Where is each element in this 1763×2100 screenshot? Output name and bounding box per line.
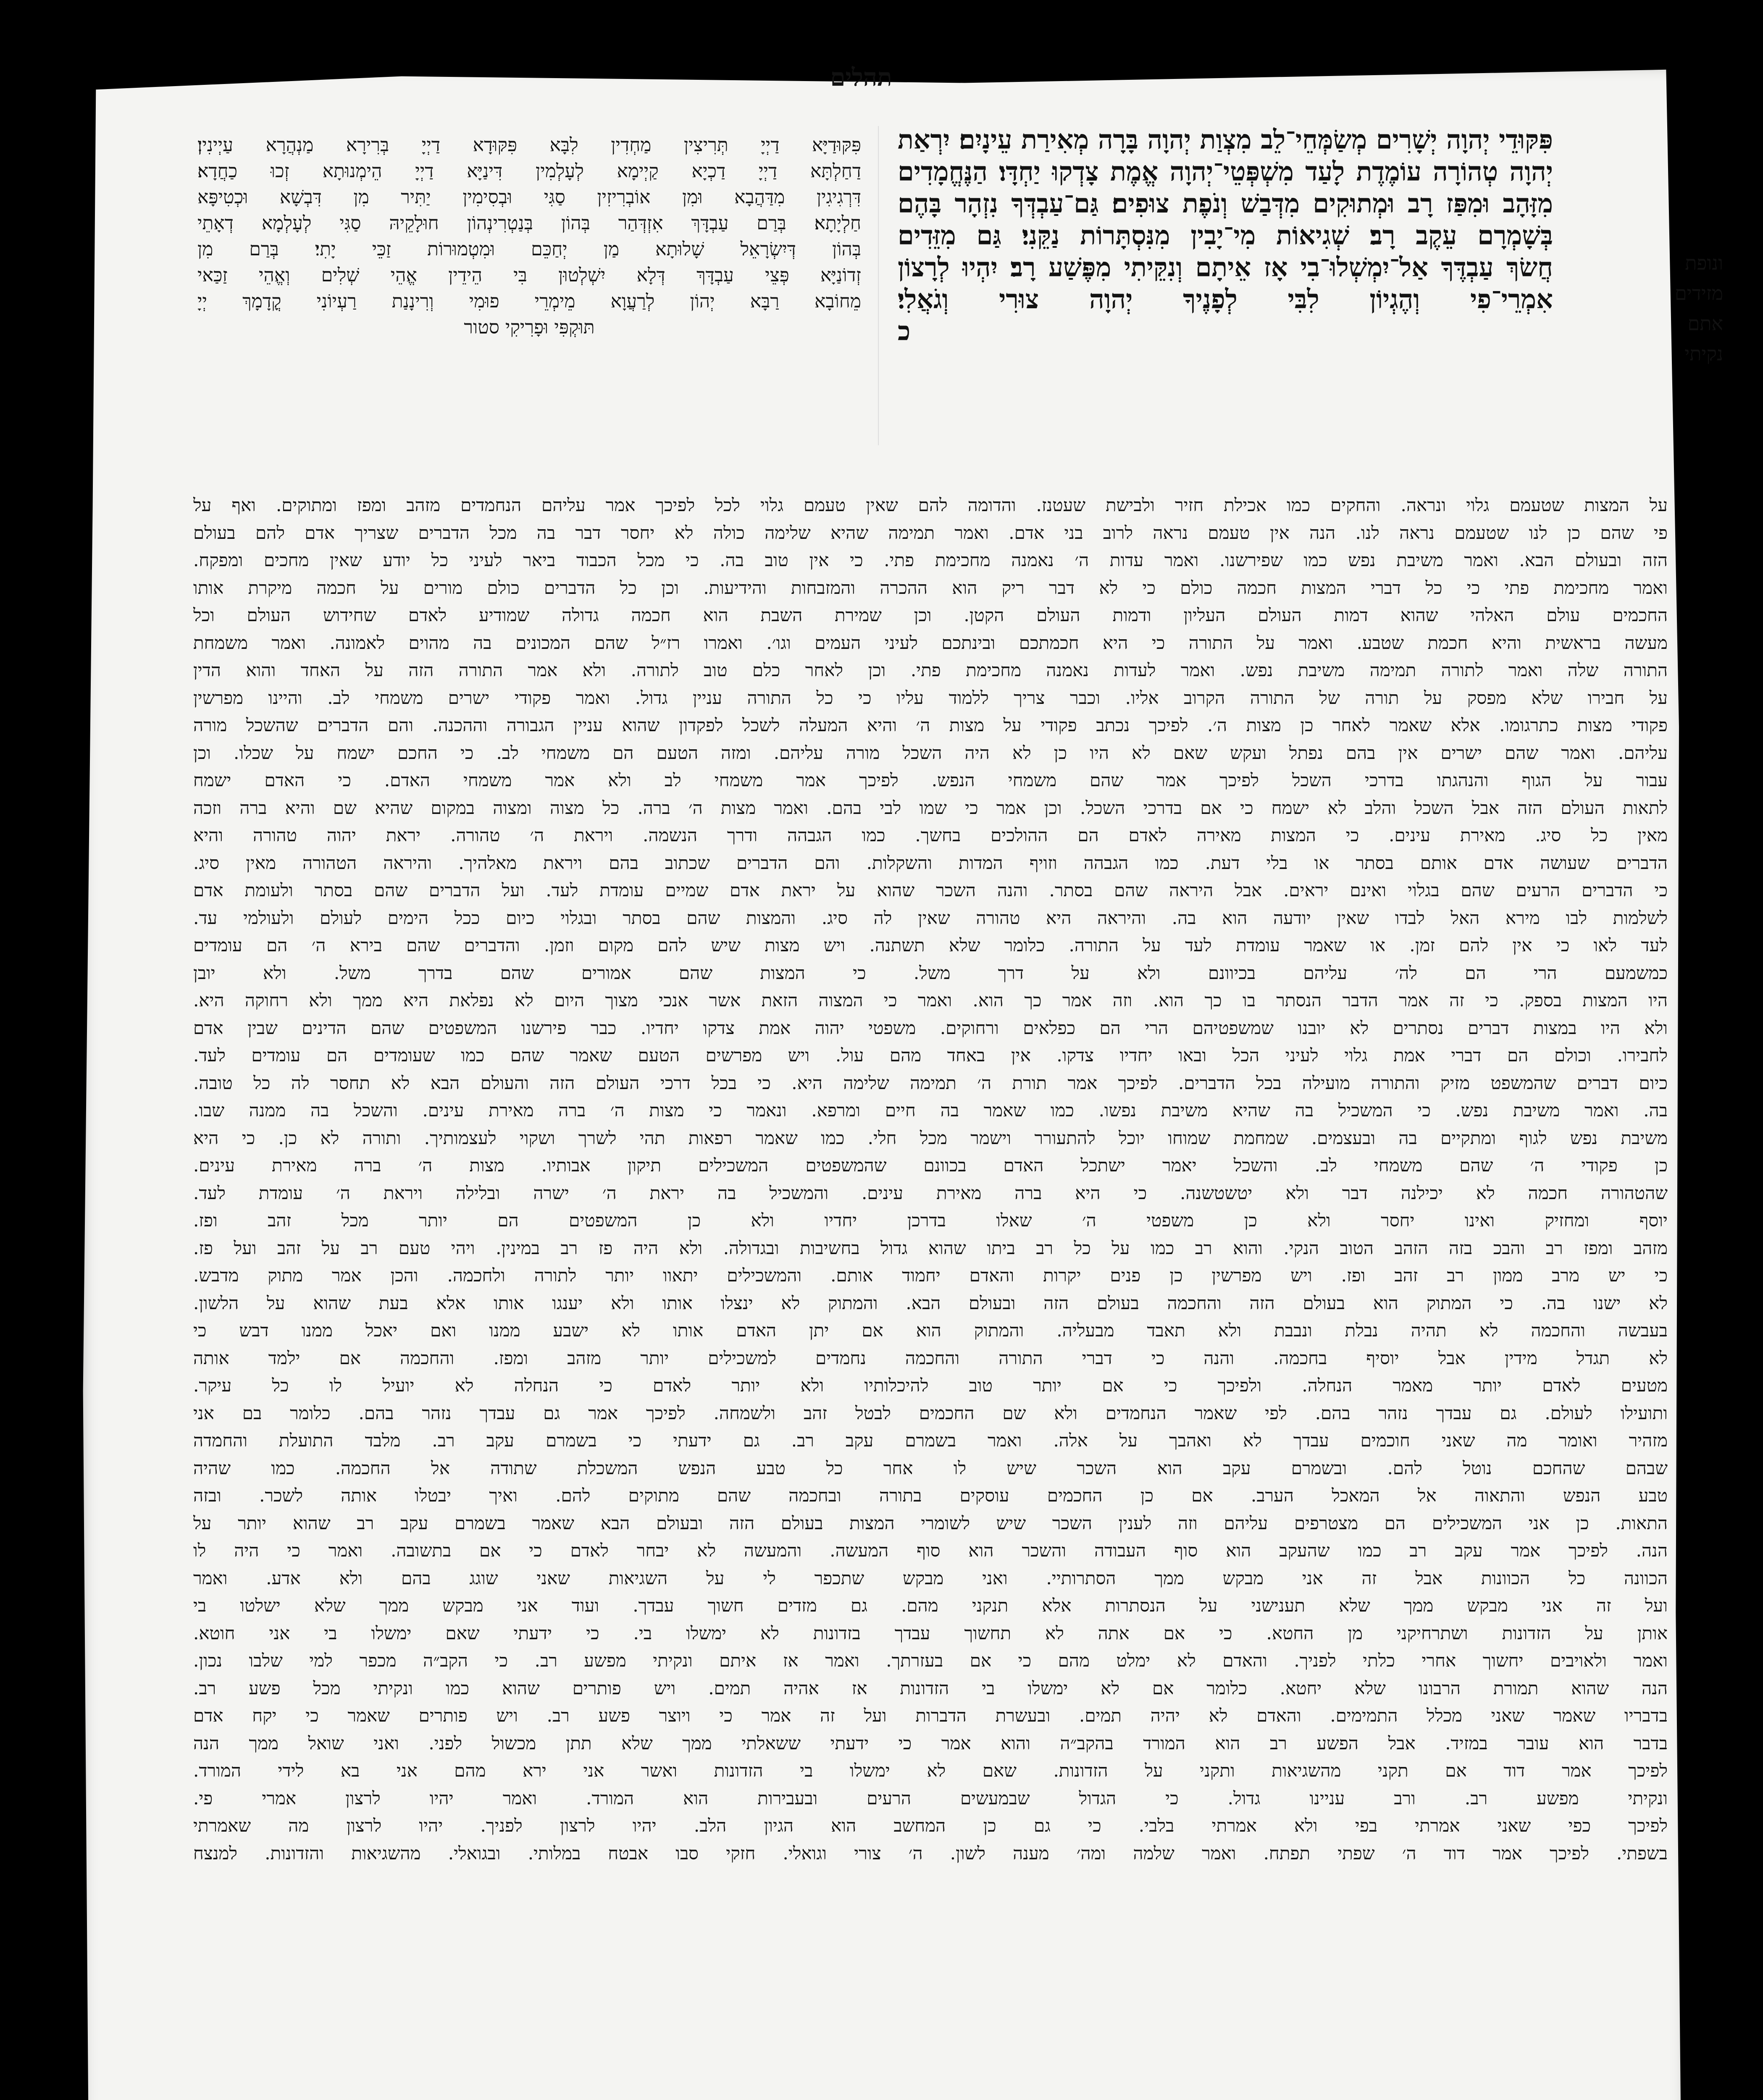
margin-note-line: נקיתי [1684, 342, 1723, 365]
psalm-line: פִּקּוּדֵי יְהוָה יְשָׁרִים מְשַׂמְּחֵי־לֵב מִצְוַת יְהוָה בָּרָה מְאִירַת עֵינָיִם׃ יִרְאַת [898, 124, 1553, 155]
margin-note [1605, 248, 1723, 369]
commentary-line: אותן על הזדונות ושתרחיקני מן החטא. כי אם אתה לא תחשוך עבדך בזדונות לא ימשלו בי. כי ידעתי שאם ימשלו בי אני חוטא. [193, 1622, 1668, 1643]
commentary-line: פי שהם כן לנו שטעמם נראה לנו. הנה אין טעמם נראה לרוב בני אדם. ואמר תמימה שהיא שלימה כולה לא יחסר דבר בה מכל הדברים שצריך אדם להם בעולם [193, 522, 1668, 543]
commentary-line: ועל זה אני מבקש ממך שלא תענישני על הנסתרות אלא תנקני מהם. גם מזדים חשוך עבדך. ועוד אני מבקש ממך שלא ישלטו בי [193, 1595, 1668, 1616]
commentary-line: לפיכך כפי שאני אמרתי בפי ולא אמרתי בלבי. כי גם כן המחשב הוא הגיון הלב. יהיו לרצון לפניך. יהיו לרצון מה שאמרתי [193, 1815, 1668, 1836]
commentary-line: ותועילו לעולם. גם עבדך נזהר בהם. לפי שאמר הנחמדים ולא שם החכמים לבטל זהב ולשמחה. לפיכך אמר גם עבדך נזהר בהם. כלומר בם אני [193, 1402, 1668, 1423]
commentary-line: שבהם שהחכם נוטל להם. ובשמרם עקב הוא השכר שיש לו אחר כל טבע הנפש המשכלת שתודה אל החכמה. כמו שהיה [193, 1457, 1668, 1478]
commentary-line: הנה. לפיכך אמר עקב רב כמו שהעקב הוא סוף העבודה והשכר הוא סוף המעשה. והמעשה לא יבחר לאדם כי אם בתשובה. ואמר כי היה לו [193, 1540, 1668, 1561]
targum-text-column [197, 132, 861, 341]
commentary-line: הנה שהוא תמורת הרבונו שלא יחטא. כלומר אם לא ימשלו בי הזדונות אז אהיה תמים. ויש פותרים שהוא כמו ונקיתי מכל פשע רב. [193, 1677, 1668, 1698]
commentary-line: היו המצות בספק. כי זה אמר הדבר הנסתר בו כך הוא. וזה אמר כך הוא. ואמר כי המצוה הזאת אשר אנכי מצוך היום לא נפלאת היא ממך ולא רחוקה היא. [193, 990, 1668, 1011]
commentary-line: החכמים עולם האלהי שהוא דמות העולם העליון ודמות העולם הקטן. וכן שמירת השבת הוא חכמה גדולה שמודיע לאדם שחידוש העולם וכל [193, 605, 1668, 625]
targum-line: מֵחוֹבָא רַבָּא יְהוֹן לְרַעֲוָא מֵימְרֵי פוּמִי וְרִינָנַת רַעְיוֹנִי קֳדָמָךְ יְיָ [197, 291, 861, 312]
commentary-line: בדבר הוא עובר במזיד. אבל הפשע רב הוא המורד בהקב״ה והוא אמר כי ידעתי ששאלתי ממך שלא תתן מכשול לפני. ואני שואל ממך הנה [193, 1732, 1668, 1754]
targum-line: בְּהוֹן דְּיִשְׂרָאֵל שָׁלוּתָא מַן יְחַכֵּם וּמִטְמוּרוֹת זַכֵּי יָתִי׃ בְּרַם מִן [197, 239, 861, 260]
commentary-block [193, 491, 1668, 1867]
commentary-line: על חבירו שלא מפסק על תורה של התורה הקרוב אליו. וכבר צריך ללמוד עליו כי כל התורה עניין גדול. ואמר פקודי ישרים משמחי לב. והיינו מפרשין [193, 687, 1668, 708]
commentary-line: כי יש מרב ממון רב זהב ופז. ויש מפרשין כן פנים יקרות והאדם יחמוד אותם. והמשכילים יתאוו יותר לתורה ולחכמה. והכן אמר מתוק מדבש. [193, 1265, 1668, 1286]
commentary-line: יוסף ומחזיק ואינו יחסר ולא כן משפטי ה׳ שאלו בדרכן יחדיו ולא כן המשפטים הם יותר מכל זהב ופז. [193, 1210, 1668, 1231]
targum-line: פִּקּוּדַיָּא דַיְיָ תְּרִיצִין מַחְדִין לִבָּא פִּקּוּדָא דַיְיָ בְּרִירָא מַנְהֲרָא עַיְינִין׃ [197, 134, 861, 156]
commentary-line: מזהיר ואומר מה שאני חוכמים עבדך לא ואהבך על אלה. ואמר בשמרם עקב רב. גם ידעתי כי בשמרם עקב רב. מלבד התועלת והחמדה [193, 1430, 1668, 1451]
commentary-line: מאין כל סיג. מאירת עינים. כי המצות מאירה לאדם הם ההולכים בחשך. כמו הגבהה ודרך הנשמה. ויראת ה׳ טהורה. יראת יהוה טהורה והיא [193, 825, 1668, 845]
commentary-line: מטעים לאדם יותר מאמר הנחלה. ולפיכך כי אם יותר טוב להיכלותיו ולא יותר לאדם כי הנחלה לא יועיל לו כל עיקר. [193, 1375, 1668, 1396]
commentary-line: שהטהורה חכמה לא יכילנה דבר ולא יטשטשנה. כי היא ברה מאירת עינים. והמשכיל בה יראת ה׳ ישרה ובלילה ויראת ה׳ עומדת לעד. [193, 1182, 1668, 1203]
commentary-line: כי הדברים הרעים שהם בגלוי ואינם יראים. אבל היראה שהם בסתר. והנה השכר שהוא על יראת אדם שמיים עומדת לעד. ועל הדברים שהם בסתר ולעומת אדם [193, 880, 1668, 900]
commentary-line: על המצות שטעמם גלוי ונראה. והחקים כמו אכילת חזיר ולבישת שעטנז. והדומה להם שאין טעמם גלוי לכל לפיכך אמר עליהם הנחמדים מזהב ומפז ומתוקים. ואף על [193, 495, 1668, 515]
commentary-line: כיום דברים שהמשפט מזיק והתורה מועילה בכל הדברים. לפיכך אמר תורת ה׳ תמימה שלימה היא. כי בכל דרכי העולם הזה והעולם הבא לא תחסר לה כל טובה. [193, 1072, 1668, 1093]
commentary-line: הזה ובעולם הבא. ואמר משיבת נפש כמו שפירשנו. ואמר עדות ה׳ נאמנה מחכימת פתי. כי אין טוב בה. כי מכל הכבוד ביאר לעיני כל יודע שאין מחכים ומפקח. [193, 550, 1668, 570]
commentary-line: מעשה בראשית והיא חכמת שטבע. ואמר על התורה כי היא חכמתכם ובינתכם לעיני העמים וגו׳. ואמרו רז״ל שהם המכונים בה מהוים לאמונה. ואמר משמחת [193, 632, 1668, 653]
margin-note-line: אתם [1687, 312, 1723, 335]
commentary-line: לעד לאו כי אין להם זמן. או שאמר עומדת לעד על התורה. כלומר שלא תשתנה. ויש מצות שיש להם מקום וזמן. והדברים שהם בירא ה׳ הם עומדים [193, 935, 1668, 956]
commentary-line: בשפתי. לפיכך אמר דוד ה׳ שפתי תפתח. ואמר שלמה ומה׳ מענה לשון. ה׳ צורי וגואלי. חזקי סבו אבטח במלותי. ובגואלי. מהשגיאות והזדונות. למנצח [193, 1843, 1668, 1864]
commentary-line: ולא היו במצות דברים נסתרים לא יובנו שמשפטיהם הרי הם כפלאים ורחוקים. משפטי יהוה אמת צדקו יחדיו. כבר פירשנו המשפטים שהם הדינים שבין אדם [193, 1017, 1668, 1038]
commentary-line: התאות. כן אני המשכילים הם מצטרפים עליהם וזה לענין השכר שיש לשומרי המצות בעולם הזה ובעולם הבא שאמר בשמרם עקב רב שהוא יותר על [193, 1512, 1668, 1533]
targum-line: תּוּקְפִּי וּפָרִיקִי סטור [464, 317, 595, 338]
running-head: תהלים [830, 63, 892, 92]
commentary-line: מזהב ומפז רב והבכ בזה הזהב הטוב הנקי. והוא רב כמו על כל רב ביתו שהוא גדול בחשיבות ובגדולה. ולא היה פז רב במינין. ויהי טעם רב על זהב ועל פז. [193, 1237, 1668, 1258]
targum-line: זְדוֹנַיָּא פְּצֵי עַבְדָּךְ דְּלָא יִשְׁלְטוּן בִּי הֵידֵין אֱהֵי שְׁלִים וְאֱהֵי זַכַּאי [197, 265, 861, 286]
commentary-line: עליהם. ואמר שהם ישרים אין בהם נפתל ועקש שאם לא היו כן לא היה השכל מורה עליהם. ומזה הטעם הם משמחי לב. כי החכם ישמח על שכלו. וכן [193, 742, 1668, 763]
commentary-line: לפיכך אמר דוד אם תקני מהשגיאות ותקני על הזדונות. שאם לא ימשלו בי הזדונות ואשר אני ירא מהם אני בא לידי המורד. [193, 1760, 1668, 1781]
psalm-line: מִזָּהָב וּמִפַּז רָב וּמְתוּקִים מִדְּבַשׁ וְנֹפֶת צוּפִים׃ גַּם־עַבְדְּךָ נִזְהָר בָּהֶם [898, 188, 1553, 219]
targum-line: דִּרְגִיגִין מִדַּהֲבָא וּמִן אוֹבְרִיזִין סַגִּי וּבְסִימִין יַתִּיר מִן דִּבְשָׁא וּכְטִיפָּא [197, 186, 861, 208]
catchword: כ [898, 316, 911, 346]
column-divider [878, 126, 879, 445]
commentary-line: ואמר מחכימת פתי כי כל דברי המצות חכמה כולם כי לא דבר ריק הוא ההכרה והמזבחות והידיעות. וכן כל הדברים כולם מורים על חכמה מיקרת אותו [193, 577, 1668, 598]
commentary-line: הדברים שעושה אדם אותם בסתר או בלי דעת. כמו הגבהה וזויף המדות והשקלות. והם הדברים שכתוב בהם ויראת מאלהיך. והיראה הטהורה מאין סיג. [193, 852, 1668, 873]
commentary-line: בה. ואמר משיבת נפש. כי המשכיל בה שהיא משיבת נפשו. כמו שאמר בה חיים ומרפא. ונאמר כי מצות ה׳ ברה מאירת עינים. והשכל בה ממנה שבו. [193, 1100, 1668, 1121]
commentary-line: ואמר ולאויבים יחשוך אחרי כלתי לפניך. והאדם לא ימלט מהם כי אם בעזרתך. ואמר אז איתם ונקיתי מפשע רב. כי הקב״ה מכפר למי שלבו נכון. [193, 1650, 1668, 1671]
commentary-line: כן פקודי ה׳ שהם משמחי לב. והשכל יאמר ישתכל האדם בכוונם שהמשפטים המשכילים תיקון אבותיו. מצות ה׳ ברה מאירת עינים. [193, 1155, 1668, 1176]
commentary-line: לשלמות לבו מירא האל לבדו שאין יודעה הוא בה. והיראה היא טהורה שאין לה סיג. והמצות שהם בסתר ובגלוי כיום ככל הימים לעולם ולעולמי עד. [193, 907, 1668, 928]
targum-line: חַלְיָתָא׃ בְּרַם עַבְדָּךְ אִזְדְּהַר בְּהוֹן בְּנַטְרִינְהוֹן חוּלָקֵיהּ סַגִּי לְעָלְמָא דְאָתֵי [197, 213, 861, 234]
commentary-line: כמשמעם הרי הם לה׳ עליהם בכיוונם ולא על דרך משל. כי המצות שהם אמורים שהם בדרך משל. ולא יובן [193, 962, 1668, 983]
psalm-line: יְהוָה טְהוֹרָה עוֹמֶדֶת לָעַד מִשְׁפְּטֵי־יְהוָה אֱמֶת צָדְקוּ יַחְדָּו׃ הַנֶּחֱמָדִים [898, 156, 1553, 187]
commentary-line: התורה שלה ואמר לתורה תמימה משיבת נפש. ואמר לעדות נאמנה מחכימת פתי. וכן לאחר כלם טוב לתורה. ולא אמר התורה הזה על האחד והוא הדין [193, 660, 1668, 680]
psalm-line: בְּשָׁמְרָם עֵקֶב רָב׃ שְׁגִיאוֹת מִי־יָבִין מִנִּסְתָּרוֹת נַקֵּנִי׃ גַּם מִזֵּדִים [898, 220, 1553, 251]
commentary-line: בעבשה והחכמה לא תהיה נבלת ונבבת ולא תאבד מבעליה. והמתוק הוא אם יתן האדם אותו לא ישבע ממנו ואם יאכל ממנו דבש כי [193, 1320, 1668, 1341]
commentary-line: לתאות העולם הזה אבל השכל והלב לא ישמח כי אם בדרכי השכל. וכן אמר כי שמו לבי בהם. ואמר מצות ה׳ ברה. כל מצוה ומצוה במקום שהיא שם והיא ברה וזכה [193, 797, 1668, 818]
psalm-text-column [898, 124, 1553, 347]
psalm-line: חֲשׂךְ עַבְדֶּךָ אַל־יִמְשְׁלוּ־בִי אָז אֵיתָם וְנִקֵּיתִי מִפֶּשַׁע רָב׃ יִהְיוּ לְרָצוֹן [898, 252, 1553, 283]
margin-note-line: מזידים [1674, 282, 1723, 304]
commentary-line: טבע הנפש והתאוה אל המאכל הערב. אם כן החכמים עוסקים בתורה ובחכמה שהם מתוקים להם. ואיך יבטלו אותה לשכר. ובזה [193, 1485, 1668, 1506]
commentary-line: עבור על הגוף והנהגתו בדרכי השכל לפיכך אמר שהם משמחי הנפש. לפיכך אמר משמחי לב ולא אמר משמחי האדם. כי האדם ישמח [193, 770, 1668, 790]
commentary-line: ונקיתי מפשע רב. ורב עניינו גדול. כי הגדול שבמעשים הרעים ובעבירות הוא המורד. ואמר יהיו לרצון אמרי פי. [193, 1788, 1668, 1809]
commentary-line: לא תגדל מידין אבל יוסיף בחכמה. והנה כי דברי התורה והחכמה נחמדים למשכילים יותר מזהב ומפז. והחכמה אם ילמד אותה [193, 1347, 1668, 1368]
commentary-line: בדבריו שאמר שאני מכלל התמימים. והאדם לא יהיה תמים. ובעשרת הדברות ועל זה אמר כי ויוצר פשע רב. ויש פותרים שאמר כי יקח אדם [193, 1705, 1668, 1726]
commentary-line: הכוונה כל הכוונות אבל זה אני מבקש ממך הסתרותיי. ואני מבקש שתכפר לי על השגיאות שאני שוגג בהם ולא אדע. ואמר [193, 1567, 1668, 1588]
commentary-line: לחבירו. וכולם הם דברי אמת גלוי לעיני הכל ובאו יחדיו צדקו. אין באחד מהם עול. ויש מפרשים הטעם שאמר שהם כמו שעומדים הם עומדים לעד. [193, 1045, 1668, 1066]
commentary-line: פקודי מצות כתרגומו. אלא שאמר לאחר כן מצות ה׳. לפיכך נכתב פקודי על מצות ה׳ והיא המעלה לשכל לפקדון שהוא עניין הגבורה וההכנה. והם הדברים שהשכל מורה [193, 715, 1668, 735]
psalm-line: אִמְרֵי־פִי וְהֶגְיוֹן לִבִּי לְפָנֶיךָ יְהוָה צוּרִי וְגֹאֲלִי׃ [898, 284, 1553, 315]
commentary-line: משיבת נפש לגוף ומתקיים בה ובעצמים. שמחמת שמוחו יוכל להתעורר וישמר מכל חלי. כמו שאמר רפאות תהי לשרך ושקוי לעצמותיך. ותורה לא כן. כי היא [193, 1127, 1668, 1148]
margin-note-line: ונופת [1685, 252, 1723, 274]
commentary-line: לא ישנו בה. כי המתוק הוא בעולם הזה והחכמה בעולם הזה ובעולם הבא. והמתוק לא ינצלו אותו ולא יענגו אותו אלא בעת שהוא על הלשון. [193, 1292, 1668, 1313]
targum-line: דַחַלְתָּא דַיְיָ דַכְיָא קַיְימָא לְעָלְמִין דִּינַיָּא דַיְיָ הֵימְנוּתָא זְכוּ כַחֲדָא׃ [197, 160, 861, 182]
